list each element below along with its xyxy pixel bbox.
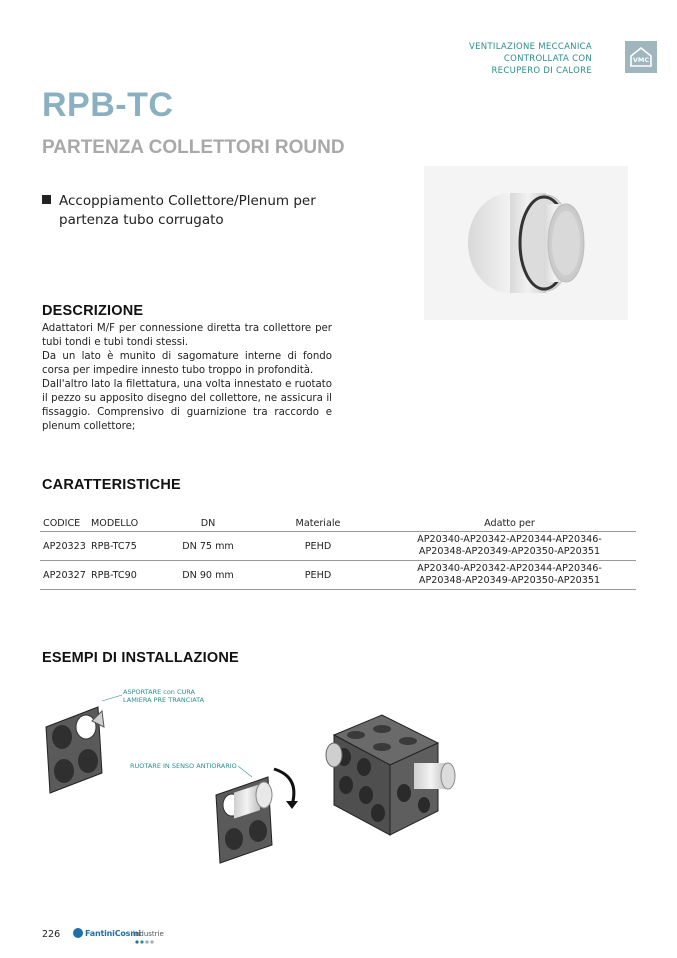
category-line: RECUPERO DI CALORE: [491, 66, 592, 76]
plate-with-knockout: [46, 707, 104, 793]
table-row: [40, 532, 636, 561]
description-paragraph: Dall'altro lato la filettatura, una volta innestato e ruotato il pezzo su apposito disegno del collettore, ne assicura il fissaggio. Comprensivo di guarnizione tra raccordo e plenum collettore;: [42, 379, 332, 432]
description-body: [42, 322, 332, 434]
page-number: 226: [42, 929, 61, 940]
cell-compatible: [383, 532, 636, 561]
brand-thin: industrie: [133, 930, 164, 938]
product-image: [424, 166, 628, 320]
vmc-house-icon: [625, 41, 657, 73]
table-row: [40, 561, 636, 590]
cell-code: AP20323: [40, 532, 91, 561]
bullet-text: Accoppiamento Collettore/Plenum per: [59, 193, 316, 209]
installation-illustration: [42, 685, 642, 885]
cell-material: PEHD: [253, 532, 383, 561]
features-heading: CARATTERISTICHE: [42, 477, 181, 493]
compatible-line: AP20340-AP20342-AP20344-AP20346-: [417, 534, 602, 545]
description-paragraph: Adattatori M/F per connessione diretta tra collettore per tubi tondi e tubi tondi stessi.: [42, 323, 332, 348]
description-heading: DESCRIZIONE: [42, 303, 144, 319]
column-header: Materiale: [253, 517, 383, 532]
page-title: RPB-TC: [42, 86, 174, 124]
bullet-text: partenza tubo corrugato: [59, 212, 224, 228]
rotate-arrow-icon: [286, 801, 298, 809]
column-header: CODICE: [40, 517, 91, 532]
cell-compatible: [383, 561, 636, 590]
compatible-line: AP20340-AP20342-AP20344-AP20346-: [417, 563, 602, 574]
description-paragraph: Da un lato è munito di sagomature interne di fondo corsa per impedire innesto tubo troppo in profondità.: [42, 351, 332, 376]
cell-model: RPB-TC90: [91, 561, 163, 590]
callout-remove: LAMIERA PRE TRANCIATA: [123, 696, 205, 704]
plate-with-adapter: [216, 777, 272, 863]
column-header: MODELLO: [91, 517, 163, 532]
table-header-row: [40, 517, 636, 532]
compatible-line: AP20348-AP20349-AP20350-AP20351: [418, 546, 601, 557]
brand-logo: [73, 926, 164, 950]
cell-material: PEHD: [253, 561, 383, 590]
category-line: CONTROLLATA CON: [503, 54, 592, 64]
callout-remove: ASPORTARE con CURA: [123, 688, 195, 696]
plenum-box: [326, 715, 455, 835]
cell-dn: DN 90 mm: [163, 561, 253, 590]
feature-bullet: [42, 192, 362, 230]
column-header: Adatto per: [383, 517, 636, 532]
installation-heading: ESEMPI DI INSTALLAZIONE: [42, 650, 239, 666]
compatible-line: AP20348-AP20349-AP20350-AP20351: [418, 575, 601, 586]
bullet-square-icon: [42, 195, 51, 204]
callout-rotate: RUOTARE IN SENSO ANTIORARIO: [130, 762, 237, 770]
cell-code: AP20327: [40, 561, 91, 590]
category-line: VENTILAZIONE MECCANICA: [468, 42, 592, 52]
features-table: [40, 517, 636, 590]
cell-dn: DN 75 mm: [163, 532, 253, 561]
badge-label: VMC: [632, 56, 650, 64]
features-table-wrap: [40, 517, 636, 590]
page-subtitle: PARTENZA COLLETTORI ROUND: [42, 137, 345, 158]
cell-model: RPB-TC75: [91, 532, 163, 561]
category-header: [469, 41, 592, 77]
brand-bold: FantiniCosmi: [85, 929, 141, 938]
column-header: DN: [163, 517, 253, 532]
